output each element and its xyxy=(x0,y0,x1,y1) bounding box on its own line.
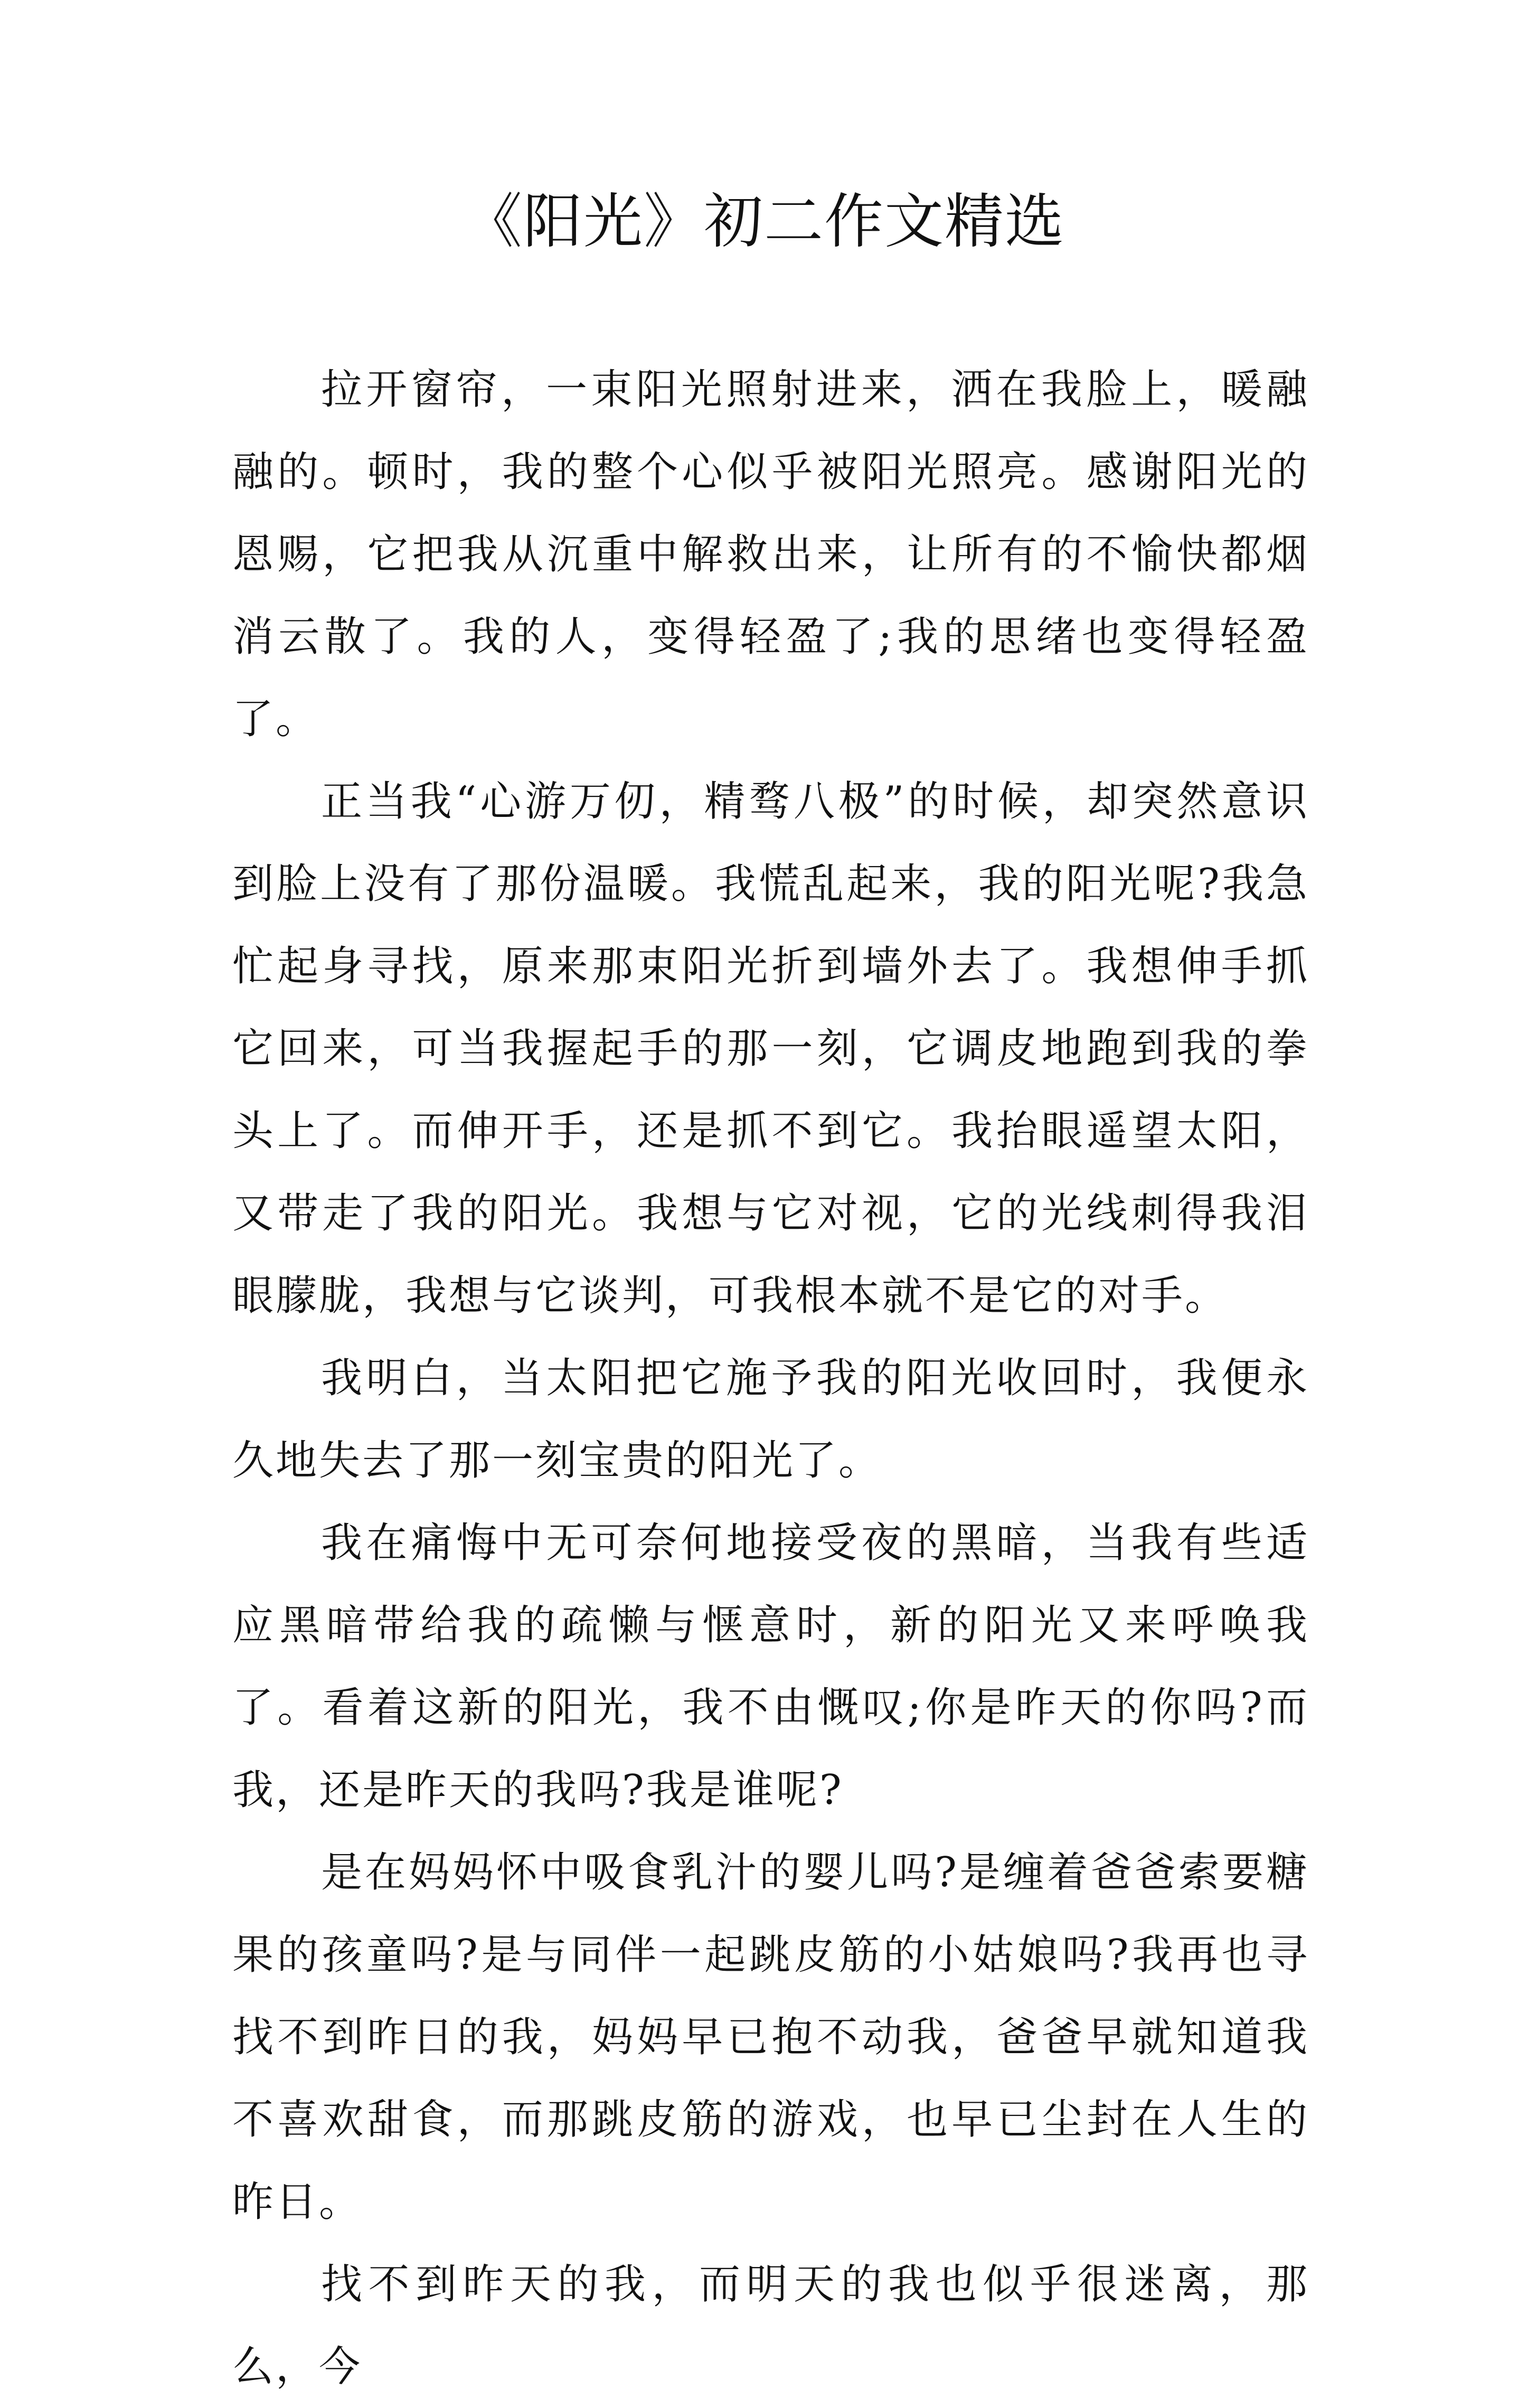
page-title: 《阳光》初二作文精选 xyxy=(463,187,1065,256)
paragraph-4: 我在痛悔中无可奈何地接受夜的黑暗，当我有些适应黑暗带给我的疏懒与惬意时，新的阳光又来呼唤我了。看着这新的阳光，我不由慨叹;你是昨天的你吗?而我，还是昨天的我吗?我是谁呢? xyxy=(232,1519,1309,1814)
paragraph-6: 找不到昨天的我，而明天的我也似乎很迷离，那么，今 xyxy=(232,2261,1309,2391)
essay-body xyxy=(232,349,1309,2408)
paragraph-1: 拉开窗帘，一束阳光照射进来，洒在我脸上，暖融融的。顿时，我的整个心似乎被阳光照亮。感谢阳光的恩赐，它把我从沉重中解救出来，让所有的不愉快都烟消云散了。我的人，变得轻盈了;我的思绪也变得轻盈了。 xyxy=(232,366,1309,743)
paragraph-3: 我明白，当太阳把它施予我的阳光收回时，我便永久地失去了那一刻宝贵的阳光了。 xyxy=(232,1354,1309,1484)
paragraph-2: 正当我“心游万仞，精骛八极”的时候，却突然意识到脸上没有了那份温暖。我慌乱起来，我的阳光呢?我急忙起身寻找，原来那束阳光折到墙外去了。我想伸手抓它回来，可当我握起手的那一刻，它调皮地跑到我的拳头上了。而伸开手，还是抓不到它。我抬眼遥望太阳，又带走了我的阳光。我想与它对视，它的光线刺得我泪眼朦胧，我想与它谈判，可我根本就不是它的对手。 xyxy=(232,778,1309,1320)
paragraph-5: 是在妈妈怀中吸食乳汁的婴儿吗?是缠着爸爸索要糖果的孩童吗?是与同伴一起跳皮筋的小姑娘吗?我再也寻找不到昨日的我，妈妈早已抱不动我，爸爸早就知道我不喜欢甜食，而那跳皮筋的游戏，也早已尘封在人生的昨日。 xyxy=(232,1849,1309,2226)
